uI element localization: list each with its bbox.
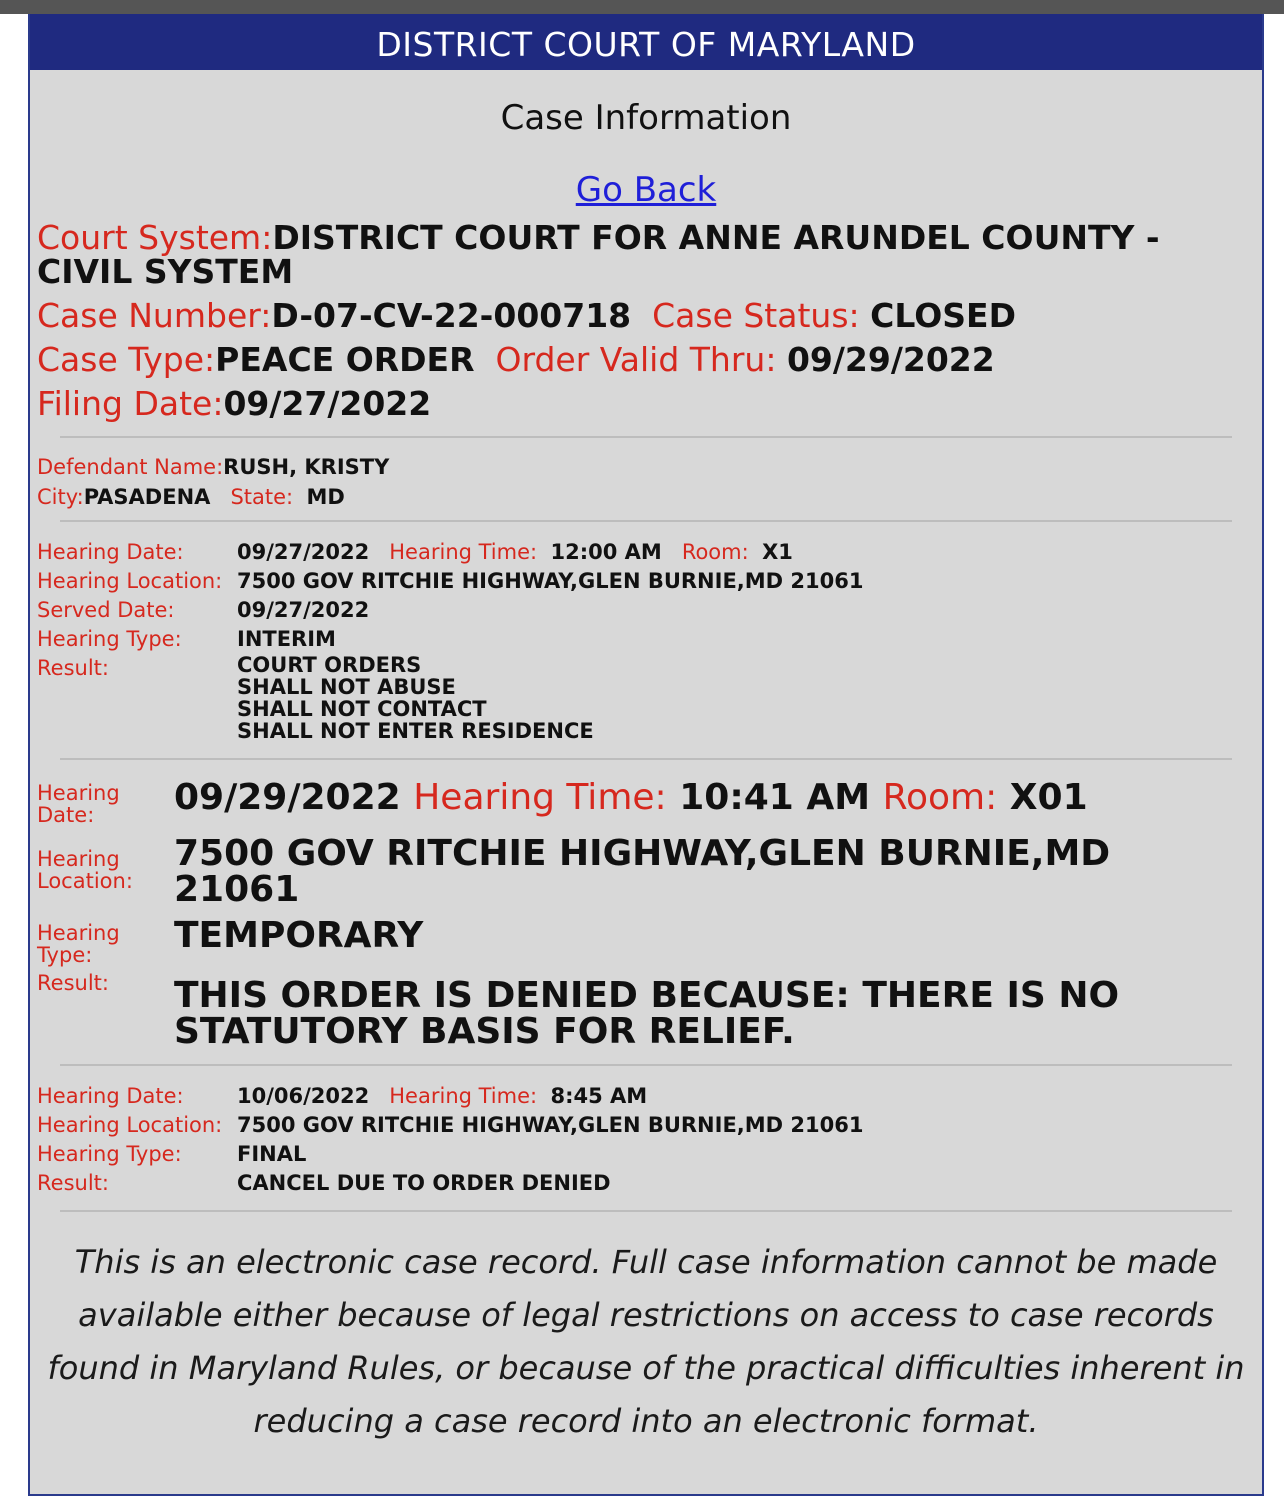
hearing-location-value: 7500 GOV RITCHIE HIGHWAY,GLEN BURNIE,MD 21061 (237, 1113, 864, 1137)
case-type-value: PEACE ORDER (215, 340, 475, 379)
hearing-type-value: INTERIM (237, 627, 336, 651)
divider (60, 520, 1232, 522)
hearing-date-value: 09/29/2022 (174, 777, 401, 818)
result-label: Result: (37, 1171, 109, 1195)
defendant-name-row (30, 452, 1262, 482)
defendant-city-row (30, 482, 1262, 512)
divider (60, 1064, 1232, 1066)
hearing-type-label: Hearing Type: (37, 921, 120, 967)
case-type-row (30, 340, 1262, 380)
served-date-value: 09/27/2022 (237, 598, 370, 622)
hearing-date-row (237, 538, 1262, 567)
case-status-label: Case Status: (652, 296, 860, 335)
room-label: Room: (882, 777, 998, 818)
hearing-time-value: 12:00 AM (550, 540, 662, 564)
room-value: X01 (1009, 777, 1088, 818)
divider (60, 1210, 1232, 1212)
filing-date-value: 09/27/2022 (223, 384, 432, 423)
state-label: State: (230, 485, 294, 509)
hearing-date-label: Hearing Date: (37, 540, 184, 564)
go-back-link[interactable]: Go Back (575, 170, 717, 210)
room-label: Room: (681, 540, 749, 564)
hearing-location-label: Hearing Location: (37, 1113, 223, 1137)
hearing-location-label: Hearing Location: (37, 847, 133, 893)
case-type-label: Case Type: (37, 340, 216, 379)
hearing-type-label: Hearing Type: (37, 627, 182, 651)
divider (60, 758, 1232, 760)
hearing-2 (30, 777, 1262, 1052)
city-value: PASADENA (83, 485, 211, 509)
result-line: SHALL NOT CONTACT (237, 697, 487, 721)
hearing-3 (30, 1082, 1262, 1198)
hearing-type-label: Hearing Type: (37, 1142, 182, 1166)
result-line: SHALL NOT ABUSE (237, 675, 456, 699)
city-label: City: (37, 485, 84, 509)
hearing-location-label: Hearing Location: (37, 569, 223, 593)
case-number-value: D-07-CV-22-000718 (271, 296, 632, 335)
court-system-value: DISTRICT COURT FOR ANNE ARUNDEL COUNTY - (272, 218, 1160, 257)
hearing-type-value: FINAL (237, 1142, 307, 1166)
served-date-label: Served Date: (37, 598, 175, 622)
result-line: SHALL NOT ENTER RESIDENCE (237, 719, 594, 743)
filing-date-row (30, 384, 1262, 424)
top-strip (0, 0, 1284, 14)
hearing-type-value: TEMPORARY (174, 915, 424, 956)
result-value: CANCEL DUE TO ORDER DENIED (237, 1171, 611, 1195)
result-list (237, 654, 1262, 742)
go-back (30, 170, 1262, 210)
case-panel (28, 14, 1264, 1496)
hearing-date-label: Hearing Date: (37, 1084, 184, 1108)
hearing-time-value: 10:41 AM (679, 777, 871, 818)
court-system-value-2: CIVIL SYSTEM (37, 252, 294, 291)
hearing-date-value: 10/06/2022 (237, 1084, 370, 1108)
hearing-time-label: Hearing Time: (413, 777, 667, 818)
hearing-1 (30, 538, 1262, 742)
hearing-location-value: 7500 GOV RITCHIE HIGHWAY,GLEN BURNIE,MD 21061 (237, 569, 864, 593)
case-number-row (30, 296, 1262, 336)
hearing-time-label: Hearing Time: (389, 1084, 538, 1108)
hearing-time-label: Hearing Time: (389, 540, 538, 564)
result-label: Result: (37, 656, 109, 680)
case-number-label: Case Number: (37, 296, 272, 335)
case-status-value: CLOSED (870, 296, 1016, 335)
hearing-date-row (174, 777, 1262, 826)
hearing-time-value: 8:45 AM (550, 1084, 648, 1108)
page-title: Case Information (500, 98, 792, 138)
court-banner: DISTRICT COURT OF MARYLAND (30, 14, 1262, 70)
hearing-date-label: Hearing Date: (37, 781, 120, 827)
order-valid-value: 09/29/2022 (786, 340, 995, 379)
divider (60, 436, 1232, 438)
hearing-location-value: 7500 GOV RITCHIE HIGHWAY,GLEN BURNIE,MD 21061 (174, 833, 1111, 910)
hearing-date-row (237, 1082, 1262, 1111)
result-value: THIS ORDER IS DENIED BECAUSE: THERE IS NO STATUTORY BASIS FOR RELIEF. (174, 975, 1120, 1052)
result-label: Result: (37, 971, 109, 995)
result-line: COURT ORDERS (237, 653, 422, 677)
case-summary (30, 218, 1262, 424)
defendant-name-label: Defendant Name: (37, 455, 224, 479)
court-system-label: Court System: (37, 218, 273, 257)
defendant-section (30, 452, 1262, 512)
filing-date-label: Filing Date: (37, 384, 224, 423)
state-value: MD (306, 485, 345, 509)
court-system-row-2 (30, 252, 1262, 292)
hearing-date-value: 09/27/2022 (237, 540, 370, 564)
order-valid-label: Order Valid Thru: (495, 340, 777, 379)
disclaimer-text: This is an electronic case record. Full case information cannot be made available either because of legal restrictions on access to case records found in Maryland Rules, or because of the practical difficulties inherent in reducing a case record into an electronic format. (47, 1243, 1245, 1440)
defendant-name-value: RUSH, KRISTY (223, 455, 390, 479)
room-value: X1 (762, 540, 793, 564)
